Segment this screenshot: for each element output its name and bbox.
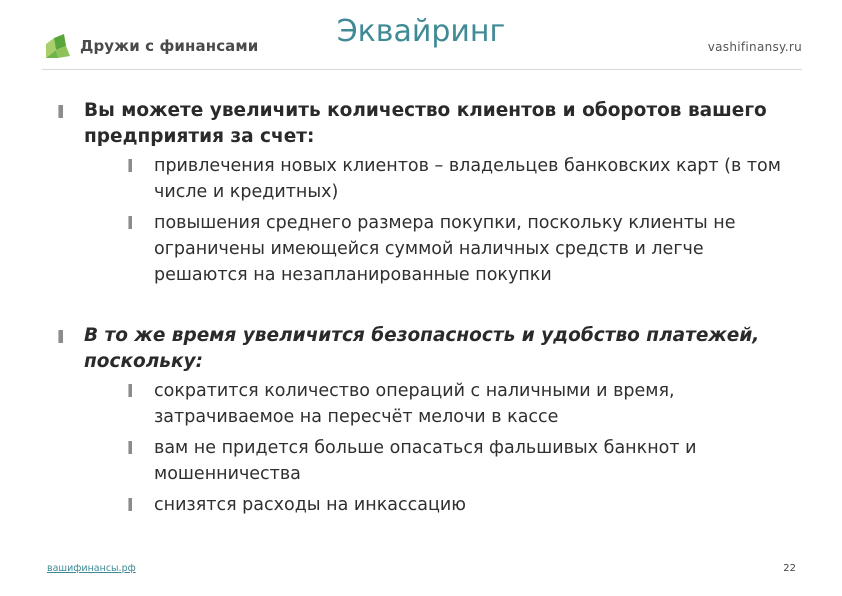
footer-site-link[interactable]: вашифинансы.рф (47, 563, 136, 574)
sub-bullet-list (126, 378, 796, 518)
page-number: 22 (783, 563, 796, 574)
sub-bullet-list (126, 153, 796, 288)
bullet-text: повышения среднего размера покупки, поскольку клиенты не ограничены имеющейся суммой наличных средств и легче решаются на незапланированные покупки (154, 213, 736, 285)
bullet-text: вам не придется больше опасаться фальшивых банкнот и мошенничества (154, 438, 697, 484)
bullet-marker-icon (58, 105, 63, 118)
bullet-text: снизятся расходы на инкассацию (154, 495, 466, 515)
header-divider (42, 69, 802, 70)
bullet-level-1 (56, 323, 796, 375)
bullet-level-1 (56, 98, 796, 150)
site-url: vashifinansy.ru (707, 40, 802, 54)
bullet-level-2 (126, 435, 796, 487)
bullet-text: Вы можете увеличить количество клиентов и оборотов вашего предприятия за счет: (84, 100, 767, 147)
bullet-marker-icon (128, 384, 132, 397)
logo-text: Дружи с финансами (80, 37, 259, 55)
bullet-text: привлечения новых клиентов – владельцев банковских карт (в том числе и кредитных) (154, 156, 781, 202)
bullet-marker-icon (58, 330, 63, 343)
bullet-level-2 (126, 492, 796, 518)
bullet-level-2 (126, 153, 796, 205)
bullet-marker-icon (128, 216, 132, 229)
bullet-marker-icon (128, 441, 132, 454)
bullet-level-2 (126, 210, 796, 288)
bullet-marker-icon (128, 498, 132, 511)
bullet-text: сократится количество операций с наличными и время, затрачиваемое на пересчёт мелочи в кассе (154, 381, 675, 427)
bullet-text: В то же время увеличится безопасность и удобство платежей, поскольку: (84, 325, 760, 372)
slide-content (56, 98, 796, 523)
bullet-marker-icon (128, 159, 132, 172)
slide-title: Эквайринг (336, 14, 506, 49)
bullet-level-2 (126, 378, 796, 430)
